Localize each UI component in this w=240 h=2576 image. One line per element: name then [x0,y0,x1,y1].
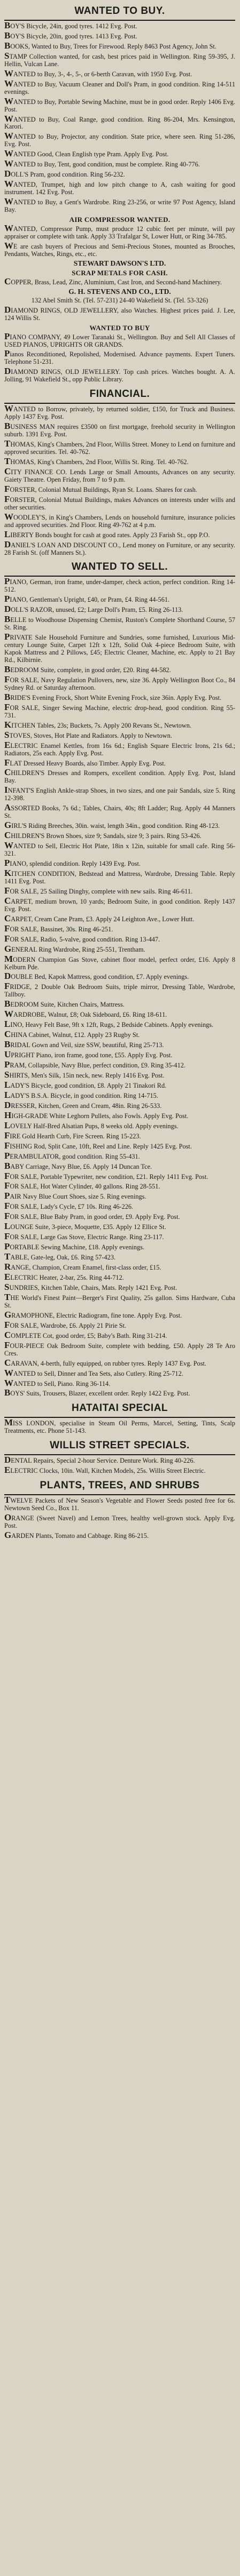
heading-rule [4,576,235,577]
ad-entry: GIRL'S Riding Breeches, 30in. waist, length 34in., good condition. Ring 48-123. [4,820,220,831]
ad-entry: STOVES, Stoves, Hot Plate and Radiators. Apply to Newtown. [4,729,172,740]
ad-entry: UPRIGHT Piano, iron frame, good tone, £55. Apply Evg. Post. [4,1049,173,1060]
heading-rule [4,1494,235,1495]
ad-entry: LOUNGE Suite, 3-piece, Moquette, £35. Apply 12 Ellice St. [4,1221,166,1232]
ad-entry: LADY'S B.S.A. Bicycle, in good condition. Ring 14-715. [4,1089,158,1100]
ad-entry: WOODLEY'S, in King's Chambers, Lends on household furniture, insurance policies and approved securities. 2nd Floor. Ring 49-762 at 4 p.m. [4,511,235,529]
ad-entry: LOVELY Half-Bred Alsatian Pups, 8 weeks old. Apply evenings. [4,1120,179,1130]
ad-entry: DOLL'S Pram, good condition. Ring 56-232. [4,169,125,179]
ad-entry: ELECTRIC Heater, 2-bar, 25s. Ring 44-712. [4,1272,124,1282]
ad-entry: FOR SALE, Hot Water Cylinder, 40 gallons. Ring 28-551. [4,1181,160,1191]
ad-entry: FORSTER, Colonial Mutual Buildings, Ryan St. Loans. Shares for cash. [4,483,198,494]
ad-entry: FORSTER, Colonial Mutual Buildings, makes Advances on interests under wills and other securities. [4,493,235,511]
ad-entry: COPPER, Brass, Lead, Zinc, Aluminium, Cast Iron, and Second-hand Machinery. [4,276,222,286]
heading-rule [4,1417,235,1418]
ad-entry: CARPET, medium brown, 10 yards; Bedroom Suite, in good condition. Reply 1437 Evg. Post. [4,895,235,913]
ad-entry: ASSORTED Books, 7s 6d.; Tables, Chairs, 40s; 8ft Ladder; Rug. Apply 44 Manners St. [4,802,235,820]
ad-entry: THOMAS, King's Chambers, 2nd Floor, Willis Street. Money to Lend on furniture and approved securities. Tel. 40-762. [4,438,235,456]
ad-entry: COMPLETE Cot, good order, £5; Baby's Bath. Ring 31-214. [4,1329,167,1340]
ad-entry: CHILDREN'S Brown Shoes, size 9; Sandals, size 9; 3 pairs. Ring 53-426. [4,830,202,841]
ad-entry: DIAMOND RINGS, OLD JEWELLERY. Top cash prices. Watches bought. A. A. Jolling, 91 Wakefield St., opp Public Library. [4,366,235,384]
ad-entry: SUNDRIES, Kitchen Table, Chairs, Mats. Reply 1421 Evg. Post. [4,1282,177,1292]
ad-entry: FLAT Dressed Heavy Boards, also Timber. Apply Evg. Post. [4,757,166,768]
ad-entry: PRIVATE Sale Household Furniture and Sundries, some furnished, Luxurious Mid-century Lounge Suite, Carpet 12ft x 12ft, Solid Oak 4-piece Bedroom Suite, with Kapok Mattress and 2 Pillows, £45; Electric Cleaner, Machine, etc. Apply to 21 Bay Rd., Kilbirnie. [4,632,235,664]
ad-entry: WE are cash buyers of Precious and Semi-Precious Stones, mounted as Brooches, Pendants, Watches, Rings, etc., etc. [4,240,235,258]
ad-entry: WANTED, Trumpet, high and low pitch change to A, cash waiting for good instrument. 142 Evg. Post. [4,179,235,196]
ad-entry: FOR SALE, Navy Regulation Pullovers, new, size 36. Apply Wellington Boot Co., 84 Sydney Rd. or Saturday afternoon. [4,674,235,691]
section-heading-plants: PLANTS, TREES, AND SHRUBS [40,1480,200,1492]
ad-entry: WANTED to Buy, Coal Range, good condition. Ring 86-204, Mrs. Kensington, Karori. [4,113,235,131]
ad-entry: PIANO, Gentleman's Upright, £40, or Pram, £4. Ring 44-561. [4,594,170,604]
ad-entry: INFANT'S English Ankle-strap Shoes, in two sizes, and one pair Sandals, size 5. Ring 12-398. [4,785,235,802]
ad-entry: PIANO, German, iron frame, under-damper, check action, perfect condition. Ring 14-512. [4,576,235,594]
ad-entry: WANTED to Buy, Portable Sewing Machine, must be in good order. Reply 1406 Evg. Post. [4,95,235,113]
classified-column [4,2,235,1542]
ad-entry: LIBERTY Bonds bought for cash at good rates. Apply 23 Farish St., opp P.O. [4,529,210,539]
display-ad-firm: STEWART DAWSON'S LTD. [73,259,166,267]
display-ad-heading: WANTED TO BUY [89,323,150,332]
ad-entry: FOUR-PIECE Oak Bedroom Suite, complete with bedding, £50. Apply 28 Te Aro Cres. [4,1339,235,1357]
ad-entry: BRIDE'S Evening Frock, Short White Evening Frock, size 36in. Apply Evg. Post. [4,691,222,702]
ad-entry: WANTED to Buy, Tent, good condition, must be complete. Ring 40-776. [4,158,200,169]
ad-entry: FOR SALE, Radio, 5-valve, good condition. Ring 13-447. [4,933,160,944]
ad-entry: FIRE Gold Hearth Curb, Fire Screen. Ring 15-223. [4,1130,141,1141]
ad-entry: ELECTRIC Clocks, 10in. Wall, Kitchen Models, 25s. Willis Street Electric. [4,1465,206,1476]
ad-entry: PERAMBULATOR, good condition. Ring 55-431. [4,1150,140,1161]
ad-entry: PAIR Navy Blue Court Shoes, size 5. Ring evenings. [4,1191,146,1201]
ad-entry: FOR SALE, 25 Sailing Dinghy, complete with new sails. Ring 46-611. [4,885,193,896]
ad-entry: FOR SALE, Large Gas Stove, Electric Range. Ring 23-117. [4,1231,164,1242]
ad-entry: KITCHEN CONDITION, Bedstead and Mattress, Wardrobe, Dressing Table. Reply 1411 Evg. Post. [4,867,235,885]
ad-entry: CARAVAN, 4-berth, fully equipped, on rubber tyres. Reply 1437 Evg. Post. [4,1357,206,1368]
ad-entry: DANIEL'S LOAN AND DISCOUNT CO., Lend money on Furniture, or any security. 28 Farish St. (off Manners St.). [4,539,235,556]
ad-entry: DENTAL Repairs, Special 2-hour Service. Denture Work. Ring 40-226. [4,1455,195,1465]
ad-entry: FOR SALE, Bassinet, 30s. Ring 46-251. [4,923,113,934]
ad-entry: WANTED to Sell, Dinner and Tea Sets, also Cutlery. Ring 25-712. [4,1367,183,1378]
ad-entry: FOR SALE, Lady's Cycle, £7 10s. Ring 46-226. [4,1201,134,1211]
ad-entry: DOUBLE Bed, Kapok Mattress, good condition, £7. Apply evenings. [4,971,189,982]
ad-entry: CITY FINANCE CO. Lends Large or Small Amounts, Advances on any security. Gaiety Theatre. Open Friday, from 7 to 9 p.m. [4,466,235,483]
section-heading-willis-street-specials: WILLIS STREET SPECIALS. [50,1440,190,1452]
ad-entry: ORANGE (Sweet Navel) and Lemon Trees, healthy well-grown stock. Apply Evg. Post. [4,1512,235,1530]
ad-entry: SHIRTS, Men's Silk, 15in neck, new. Reply 1416 Evg. Post. [4,1069,165,1080]
ad-entry: CARPET, Cream Cane Pram, £3. Apply 24 Leighton Ave., Lower Hutt. [4,913,195,923]
ad-entry: WANTED to Buy, Projector, any condition. State price, where seen. Ring 51-286, Evg. Post. [4,131,235,148]
ad-entry: PIANO, splendid condition. Reply 1439 Evg. Post. [4,858,141,868]
ad-entry: WANTED to Buy, 3-, 4-, 5-, or 6-berth Caravan, with 1950 Evg. Post. [4,68,192,78]
ad-entry: BELLE to Woodhouse Dispensing Chemist, Ruston's Complete Shorthand Course, 57 St. Ring. [4,614,235,632]
ad-entry: BOYS' Suits, Trousers, Blazer, excellent order. Reply 1422 Evg. Post. [4,1387,190,1398]
ad-entry: LINO, Heavy Felt Base, 9ft x 12ft, Rugs, 2 Bedside Cabinets. Apply evenings. [4,1019,214,1030]
ad-entry: RANGE, Champion, Cream Enamel, first-class order, £15. [4,1262,161,1272]
display-ad-heading: AIR COMPRESSOR WANTED. [69,216,171,224]
ad-entry: GENERAL Ring Wardrobe, Ring 25-551, Trentham. [4,943,145,954]
section-heading-hataitai-special: HATAITAI SPECIAL [71,1402,168,1414]
ad-entry: FOR SALE, Singer Sewing Machine, electric drop-head, good condition. Ring 55-731. [4,701,235,719]
section-heading-financial: FINANCIAL. [89,388,150,400]
ad-entry: WARDROBE, Walnut, £8; Oak Sideboard, £6. Ring 18-611. [4,1009,167,1019]
ad-entry: WANTED to Sell, Piano. Ring 36-114. [4,1377,111,1388]
ad-entry: DIAMOND RINGS, OLD JEWELLERY, also Watches. Highest prices paid. J. Lee, 124 Willis St. [4,304,235,322]
ad-entry: FRIDGE, 2 Double Oak Bedroom Suits, triple mirror, Dressing Table, Wardrobe, Tallboy. [4,981,235,999]
ad-entry: BRIDAL Gown and Veil, size SSW, beautiful, Ring 25-713. [4,1039,164,1050]
ad-entry: THE World's Finest Paint—Berger's First Quality, 25s gallon. Sims Hardware, Cuba St. [4,1291,235,1309]
ad-entry: LADY'S Bicycle, good condition, £8. Apply 21 Tinakori Rd. [4,1079,167,1090]
ad-entry: FISHING Rod, Split Cane, 10ft, Reel and Line. Reply 1425 Evg. Post. [4,1140,192,1151]
ad-entry: WANTED, Compressor Pump, must produce 12 cubic feet per minute, will pay appraiser or complete with tank. Apply 33 Trafalgar St, Lower Hutt, or Ring 34-785. [4,223,235,240]
ad-entry: TABLE, Gate-leg, Oak, £6. Ring 57-423. [4,1251,116,1262]
section-heading-wanted-to-sell: WANTED TO SELL. [71,561,168,573]
ad-entry: BEDROOM Suite, complete, in good order, £20. Ring 44-582. [4,664,171,674]
ad-entry: GARDEN Plants, Tomato and Cabbage. Ring 86-215. [4,1530,149,1541]
ad-entry: FOR SALE, Wardrobe, £6. Apply 21 Pirie St. [4,1319,127,1330]
ad-entry: GRAMOPHONE, Electric Radiogram, fine tone. Apply Evg. Post. [4,1309,182,1320]
ad-entry: BEDROOM Suite, Kitchen Chairs, Mattress. [4,999,125,1009]
ad-entry: WANTED to Sell, Electric Hot Plate, 18in x 12in, suitable for small cafe. Ring 56-321. [4,840,235,858]
heading-rule [4,20,235,21]
ad-entry: HIGH-GRADE White Leghorn Pullets, also Fowls. Apply Evg. Post. [4,1110,189,1120]
ad-entry: PIANO COMPANY, 49 Lower Taranaki St., Wellington. Buy and Sell All Classes of USED PIANOS, UPRIGHTS OR GRANDS. [4,331,235,348]
ad-entry: CHINA Cabinet, Walnut, £12. Apply 23 Rugby St. [4,1029,140,1040]
ad-entry: THOMAS, King's Chambers, 2nd Floor, Willis St. Ring. Tel. 40-762. [4,456,189,466]
ad-entry: BUSINESS MAN requires £3500 on first mortgage, freehold security in Wellington suburb. 1391 Evg. Post. [4,421,235,438]
ad-entry: PRAM, Collapsible, Navy Blue, perfect condition, £9. Ring 35-412. [4,1059,185,1070]
ad-entry: BOY'S Bicycle, 20in, good tyres. 1413 Evg. Post. [4,30,137,41]
ad-entry: DRESSER, Kitchen, Green and Cream, 48in. Ring 26-533. [4,1099,162,1110]
ad-entry: MISS LONDON, specialise in Steam Oil Perms, Marcel, Setting, Tints, Scalp Treatments, etc. Phone 51-143. [4,1417,235,1435]
ad-entry: WANTED to Buy, Vacuum Cleaner and Doll's Pram, in good condition. Ring 14-511 evenings. [4,78,235,95]
ad-entry: BABY Carriage, Navy Blue, £6. Apply 14 Duncan Tce. [4,1160,152,1171]
heading-rule [4,403,235,404]
ad-entry: TWELVE Packets of New Season's Vegetable and Flower Seeds posted free for 6s. Newtown Seed Co., Box 11. [4,1495,235,1512]
heading-rule [4,1454,235,1455]
ad-entry: WANTED to Buy, a Gent's Wardrobe. Ring 23-256, or write 97 Post Agency, Island Bay. [4,196,235,214]
section-heading-wanted-to-buy: WANTED TO BUY. [74,5,165,17]
ad-entry: CHILDREN'S Dresses and Rompers, excellent condition. Apply Evg. Post, Island Bay. [4,767,235,785]
display-ad-address: 132 Abel Smith St. (Tel. 57-231) 24-40 Wakefield St. (Tel. 53-326) [31,296,208,304]
display-ad-heading: SCRAP METALS FOR CASH. [72,268,168,277]
ad-entry: WANTED Good, Clean English type Pram. Apply Evg. Post. [4,148,169,159]
ad-entry: STAMP Collection wanted, for cash, best prices paid in Wellington. Ring 59-395, J. Hellin, Vulcan Lane. [4,50,235,68]
ad-entry: FOR SALE, Portable Typewriter, new condition, £21. Reply 1411 Evg. Post. [4,1170,208,1181]
display-ad-firm: G. H. STEVENS AND CO., LTD. [68,287,171,296]
ad-entry: BOY'S Bicycle, 24in, good tyres. 1412 Evg. Post. [4,20,137,30]
ad-entry: ELECTRIC Enamel Kettles, from 16s 6d.; English Square Electric Irons, 21s 6d.; Radiators, 25s each. Apply Evg. Post. [4,739,235,757]
ad-entry: DOLL'S RAZOR, unused, £2; Large Doll's Pram, £5. Ring 26-113. [4,604,183,615]
ad-entry: MODERN Champion Gas Stove, cabinet floor model, perfect order, £16. Apply 8 Kelburn Pde. [4,953,235,971]
ad-entry: PORTABLE Sewing Machine, £18. Apply evenings. [4,1241,145,1252]
ad-entry: WANTED to Borrow, privately, by returned soldier, £150, for Truck and Business. Apply 1437 Evg. Post. [4,403,235,421]
ad-entry: KITCHEN Tables, 23s; Buckets, 7s. Apply 200 Revans St., Newtown. [4,719,191,730]
ad-entry: BOOKS, Wanted to Buy, Trees for Firewood. Reply 8463 Post Agency, John St. [4,40,216,51]
ad-entry: FOR SALE, Blue Baby Pram, in good order, £9. Apply Evg. Post. [4,1211,180,1222]
ad-entry: Pianos Reconditioned, Repolished, Modernised. Advance payments. Expert Tuners. Telephone 51-231. [4,348,235,366]
